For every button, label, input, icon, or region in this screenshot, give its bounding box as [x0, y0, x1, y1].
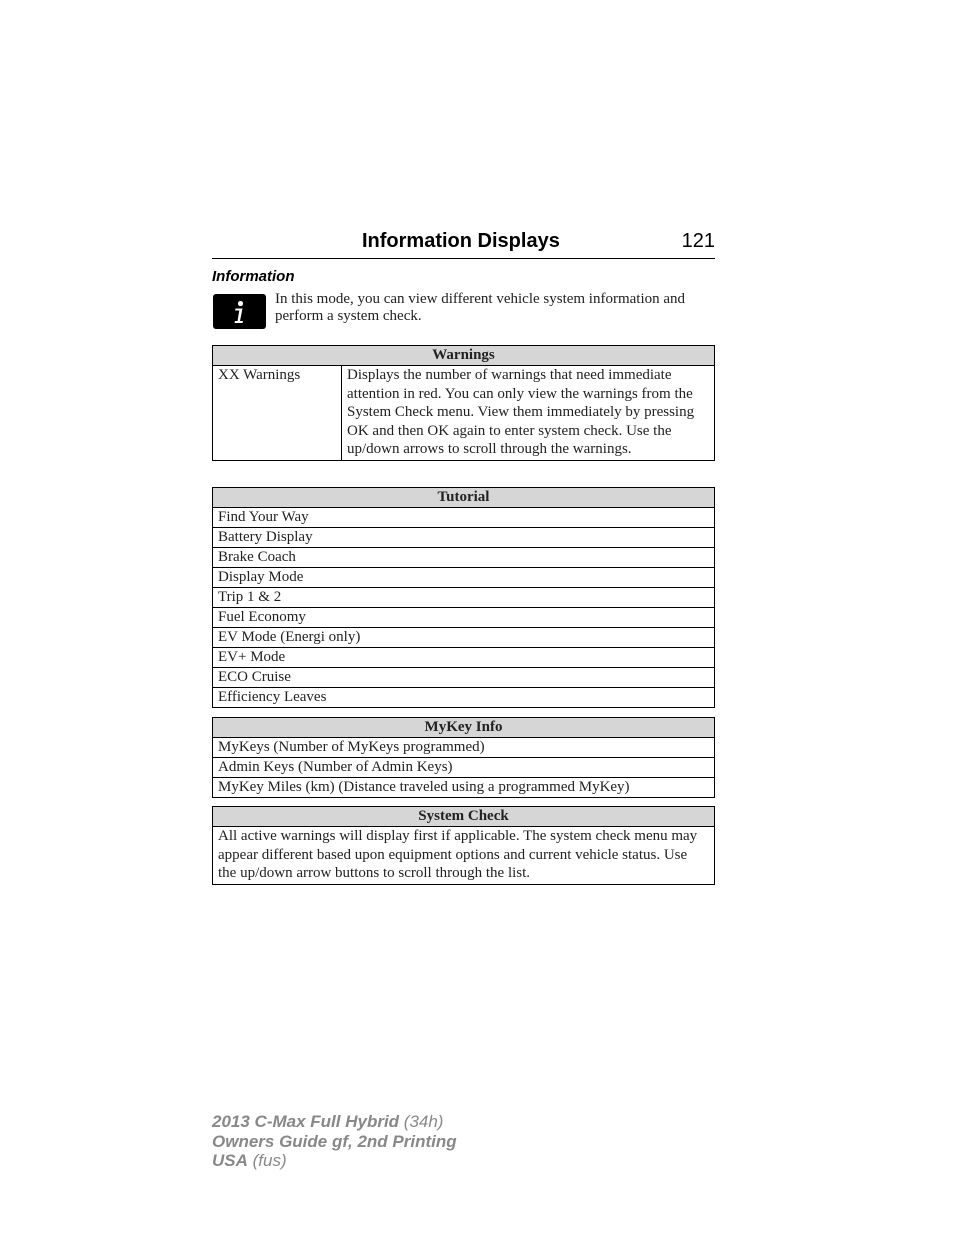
footer-market: USA	[212, 1151, 248, 1170]
page-title: Information Displays	[362, 230, 560, 252]
table-header: System Check	[213, 807, 715, 827]
table-row: Trip 1 & 2	[213, 588, 715, 608]
footer-model-code: (34h)	[399, 1112, 444, 1131]
footer-model: 2013 C-Max Full Hybrid	[212, 1112, 400, 1131]
table-row: EV+ Mode	[213, 648, 715, 668]
section-heading: Information	[212, 268, 295, 285]
tutorial-table	[212, 487, 715, 708]
table-row: Brake Coach	[213, 548, 715, 568]
table-row: Find Your Way	[213, 508, 715, 528]
page-header	[212, 228, 715, 259]
table-cell-label: XX Warnings	[213, 366, 342, 461]
table-row: Fuel Economy	[213, 608, 715, 628]
table-header: MyKey Info	[213, 718, 715, 738]
table-row: Display Mode	[213, 568, 715, 588]
intro-paragraph: In this mode, you can view different vehicle system information and perform a system check.	[275, 291, 686, 324]
system-check-table	[212, 806, 715, 885]
table-row: Battery Display	[213, 528, 715, 548]
table-row: Efficiency Leaves	[213, 688, 715, 708]
footer-market-code: (fus)	[247, 1151, 287, 1170]
table-row: Admin Keys (Number of Admin Keys)	[213, 758, 715, 778]
footer-guide: Owners Guide gf, 2nd Printing	[212, 1131, 457, 1151]
table-cell-description: All active warnings will display first if applicable. The system check menu may appear different based upon equipment options and current vehicle status. Use the up/down arrow buttons to scroll through the list.	[213, 827, 715, 885]
document-footer	[212, 1112, 457, 1171]
table-row: EV Mode (Energi only)	[213, 628, 715, 648]
table-row: MyKey Miles (km) (Distance traveled using a programmed MyKey)	[213, 778, 715, 798]
table-row: ECO Cruise	[213, 668, 715, 688]
table-row: MyKeys (Number of MyKeys programmed)	[213, 738, 715, 758]
table-cell-description: Displays the number of warnings that need immediate attention in red. You can only view the warnings from the System Check menu. View them immediately by pressing OK and then OK again to enter system check. Use the up/down arrows to scroll through the warnings.	[342, 366, 715, 461]
table-header: Tutorial	[213, 488, 715, 508]
mykey-table	[212, 717, 715, 798]
table-header: Warnings	[213, 346, 715, 366]
warnings-table	[212, 345, 715, 461]
info-icon	[213, 294, 266, 329]
page-number: 121	[681, 230, 715, 252]
